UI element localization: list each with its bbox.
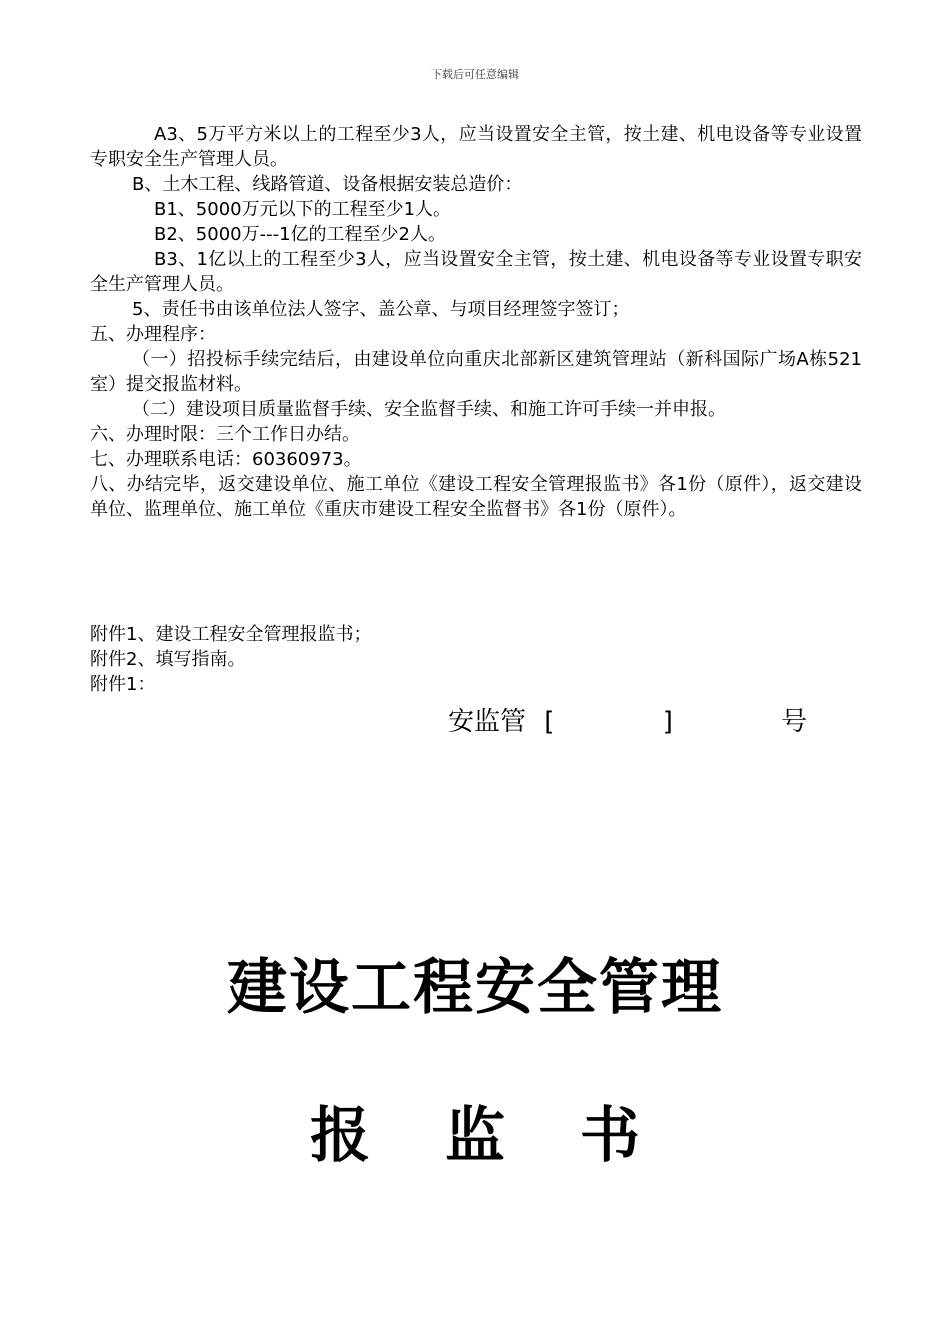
- paragraph-procedure-2: （二）建设项目质量监督手续、安全监督手续、和施工许可手续一并申报。: [132, 399, 726, 420]
- report-number-line: [448, 702, 807, 742]
- attachments-list: [90, 622, 371, 697]
- paragraph-procedure-1: （一）招投标手续完结后，由建设单位向重庆北部新区建筑管理站（新科国际广场A栋521室）提交报监材料。: [90, 349, 862, 395]
- report-number-close-bracket: ]: [662, 707, 673, 737]
- document-subtitle: [0, 1096, 950, 1176]
- section-heading-5: 五、办理程序：: [90, 324, 216, 345]
- paragraph-b: B、土木工程、线路管道、设备根据安装总造价：: [132, 174, 523, 195]
- attachment-item: 附件1：: [90, 674, 156, 695]
- paragraph-b2: B2、5000万---1亿的工程至少2人。: [154, 224, 446, 245]
- page-header: 下载后可任意编辑: [431, 68, 519, 81]
- report-number-open-bracket: [: [544, 707, 555, 737]
- attachment-item: 附件2、填写指南。: [90, 649, 246, 670]
- subtitle-char: 报: [310, 1101, 371, 1171]
- section-time-limit: 六、办理时限：三个工作日办结。: [90, 424, 360, 445]
- paragraph-a3: A3、5万平方米以上的工程至少3人，应当设置安全主管，按土建、机电设备等专业设置专职安全生产管理人员。: [90, 124, 862, 170]
- report-number-prefix: 安监管: [448, 707, 527, 737]
- paragraph-b3: B3、1亿以上的工程至少3人，应当设置安全主管，按土建、机电设备等专业设置专职安全生产管理人员。: [90, 249, 862, 295]
- subtitle-char: 书: [579, 1101, 640, 1171]
- document-title: 建设工程安全管理: [227, 953, 723, 1023]
- report-number-suffix: 号: [781, 707, 808, 737]
- section-contact-phone: 七、办理联系电话：60360973。: [90, 449, 362, 470]
- document-body: [90, 122, 862, 522]
- attachment-item: 附件1、建设工程安全管理报监书；: [90, 624, 372, 645]
- paragraph-b1: B1、5000万元以下的工程至少1人。: [154, 199, 452, 220]
- subtitle-char: 监: [445, 1101, 505, 1171]
- section-completion: 八、办结完毕，返交建设单位、施工单位《建设工程安全管理报监书》各1份（原件），返交建设单位、监理单位、施工单位《重庆市建设工程安全监督书》各1份（原件）。: [90, 474, 862, 520]
- paragraph-item-5: 5、责任书由该单位法人签字、盖公章、与项目经理签字签订；: [132, 299, 630, 320]
